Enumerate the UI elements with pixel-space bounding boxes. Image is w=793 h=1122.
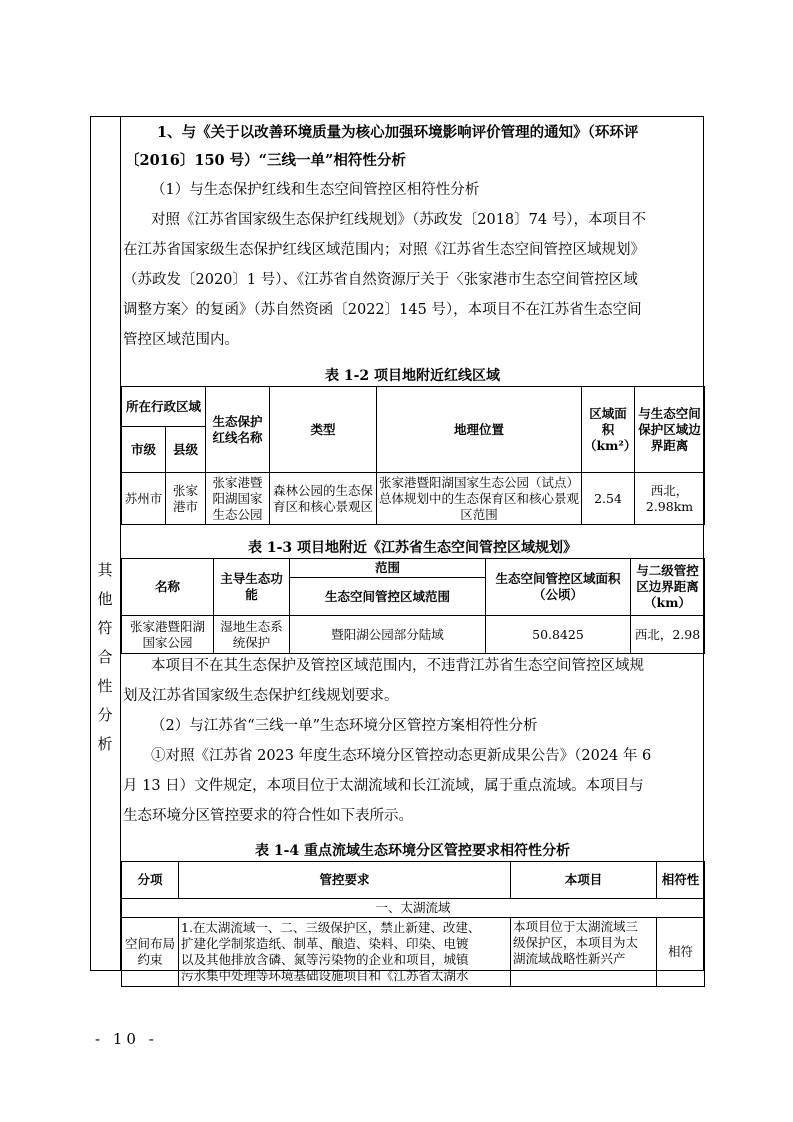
side-label: 其 他 符 合 性 分 析	[97, 561, 113, 753]
cell-distance: 西北，2.98km	[635, 473, 705, 525]
paragraph-line: 调整方案〉的复函》（苏自然资函〔2022〕145 号），本项目不在江苏省生态空间	[123, 302, 642, 318]
header-location: 地理位置	[377, 387, 582, 473]
header-function: 主导生态功能	[214, 559, 290, 616]
table-1-4	[121, 861, 705, 987]
cell-project: 本项目位于太湖流域三 级保护区，本项目为太 湖流域战略性新兴产	[511, 918, 657, 987]
cell-name: 张家港暨阳湖国家生态公园	[206, 473, 270, 525]
header-conformity: 相符性	[657, 862, 705, 899]
paragraph-line: 生态环境分区管控要求的符合性如下表所示。	[123, 808, 413, 824]
section-row: 一、太湖流域	[122, 899, 705, 918]
subheading-2: （2）与江苏省“三线一单”生态环境分区管控方案相符性分析	[151, 718, 538, 734]
table-row	[122, 473, 705, 525]
side-column	[90, 116, 121, 971]
cell-type: 森林公园的生态保育区和核心景观区	[270, 473, 377, 525]
paragraph-line: （苏政发〔2020〕1 号）、《江苏省自然资源厅关于〈张家港市生态空间管控区域	[123, 272, 638, 288]
table-row	[122, 918, 705, 987]
heading-1-line-1: 1、与《关于以改善环境质量为核心加强环境影响评价管理的通知》（环环评	[157, 124, 639, 141]
paragraph-line: 在江苏省国家级生态保护红线区域范围内；对照《江苏省生态空间管控区域规划》	[123, 242, 645, 258]
paragraph-line: 本项目不在其生态保护及管控区域范围内，不违背江苏省生态空间管控区域规	[151, 658, 644, 674]
cell-function: 湿地生态系统保护	[214, 616, 290, 654]
header-redline-name: 生态保护红线名称	[206, 387, 270, 473]
subheading-1: （1）与生态保护红线和生态空间管控区相符性分析	[151, 182, 480, 198]
header-type: 类型	[270, 387, 377, 473]
cell-name: 张家港暨阳湖国家公园	[122, 616, 214, 654]
header-county: 县级	[166, 427, 206, 473]
page-number: - 10 -	[95, 1030, 158, 1048]
heading-1-line-2: 〔2016〕150 号）“三线一单”相符性分析	[125, 152, 406, 169]
cell-scope: 暨阳湖公园部分陆域	[290, 616, 486, 654]
header-distance: 与二级管控区边界距离（km）	[631, 559, 705, 616]
cell-county: 张家港市	[166, 473, 206, 525]
header-city: 市级	[122, 427, 166, 473]
header-distance: 与生态空间保护区域边界距离	[635, 387, 705, 473]
paragraph-line: 划及江苏省国家级生态保护红线规划要求。	[123, 688, 399, 704]
table-1-4-caption: 表 1-4 重点流域生态环境分区管控要求相符性分析	[254, 843, 571, 859]
paragraph-line: ①对照《江苏省 2023 年度生态环境分区管控动态更新成果公告》（2024 年 6	[151, 748, 652, 764]
header-area: 生态空间管控区域面积（公顷）	[486, 559, 631, 616]
cell-distance: 西北，2.98	[631, 616, 705, 654]
paragraph-line: 管控区域范围内。	[123, 332, 239, 348]
cell-conformity: 相符	[657, 918, 705, 987]
header-category: 分项	[122, 862, 179, 899]
header-area: 区域面积（km²）	[582, 387, 635, 473]
header-name: 名称	[122, 559, 214, 616]
cell-location: 张家港暨阳湖国家生态公园（试点）总体规划中的生态保育区和核心景观区范围	[377, 473, 582, 525]
cell-area: 2.54	[582, 473, 635, 525]
cell-area: 50.8425	[486, 616, 631, 654]
cell-city: 苏州市	[122, 473, 166, 525]
table-row	[122, 616, 705, 654]
table-1-2-caption: 表 1-2 项目地附近红线区域	[324, 368, 501, 384]
cell-category: 空间布局约束	[122, 918, 179, 987]
header-scope-sub: 生态空间管控区域范围	[290, 578, 486, 616]
header-requirement: 管控要求	[179, 862, 511, 899]
paragraph-line: 月 13 日）文件规定，本项目位于太湖流域和长江流域，属于重点流域。本项目与	[123, 778, 644, 794]
table-1-3-caption: 表 1-3 项目地附近《江苏省生态空间管控区域规划》	[247, 540, 578, 556]
header-scope: 范围	[290, 559, 486, 578]
table-1-2	[121, 386, 705, 525]
header-admin-region: 所在行政区域	[122, 387, 206, 427]
cell-requirement: 1.在太湖流域一、二、三级保护区，禁止新建、改建、 扩建化学制浆造纸、制革、酿造、染料、印染、电镀 以及其他排放含磷、氮等污染物的企业和项目，城镇 污水集中处理等环境基础设施项目和《江苏省太湖水	[179, 918, 511, 987]
header-project: 本项目	[511, 862, 657, 899]
paragraph-line: 对照《江苏省国家级生态保护红线规划》（苏政发〔2018〕74 号），本项目不	[151, 212, 646, 228]
table-1-3	[121, 558, 705, 654]
